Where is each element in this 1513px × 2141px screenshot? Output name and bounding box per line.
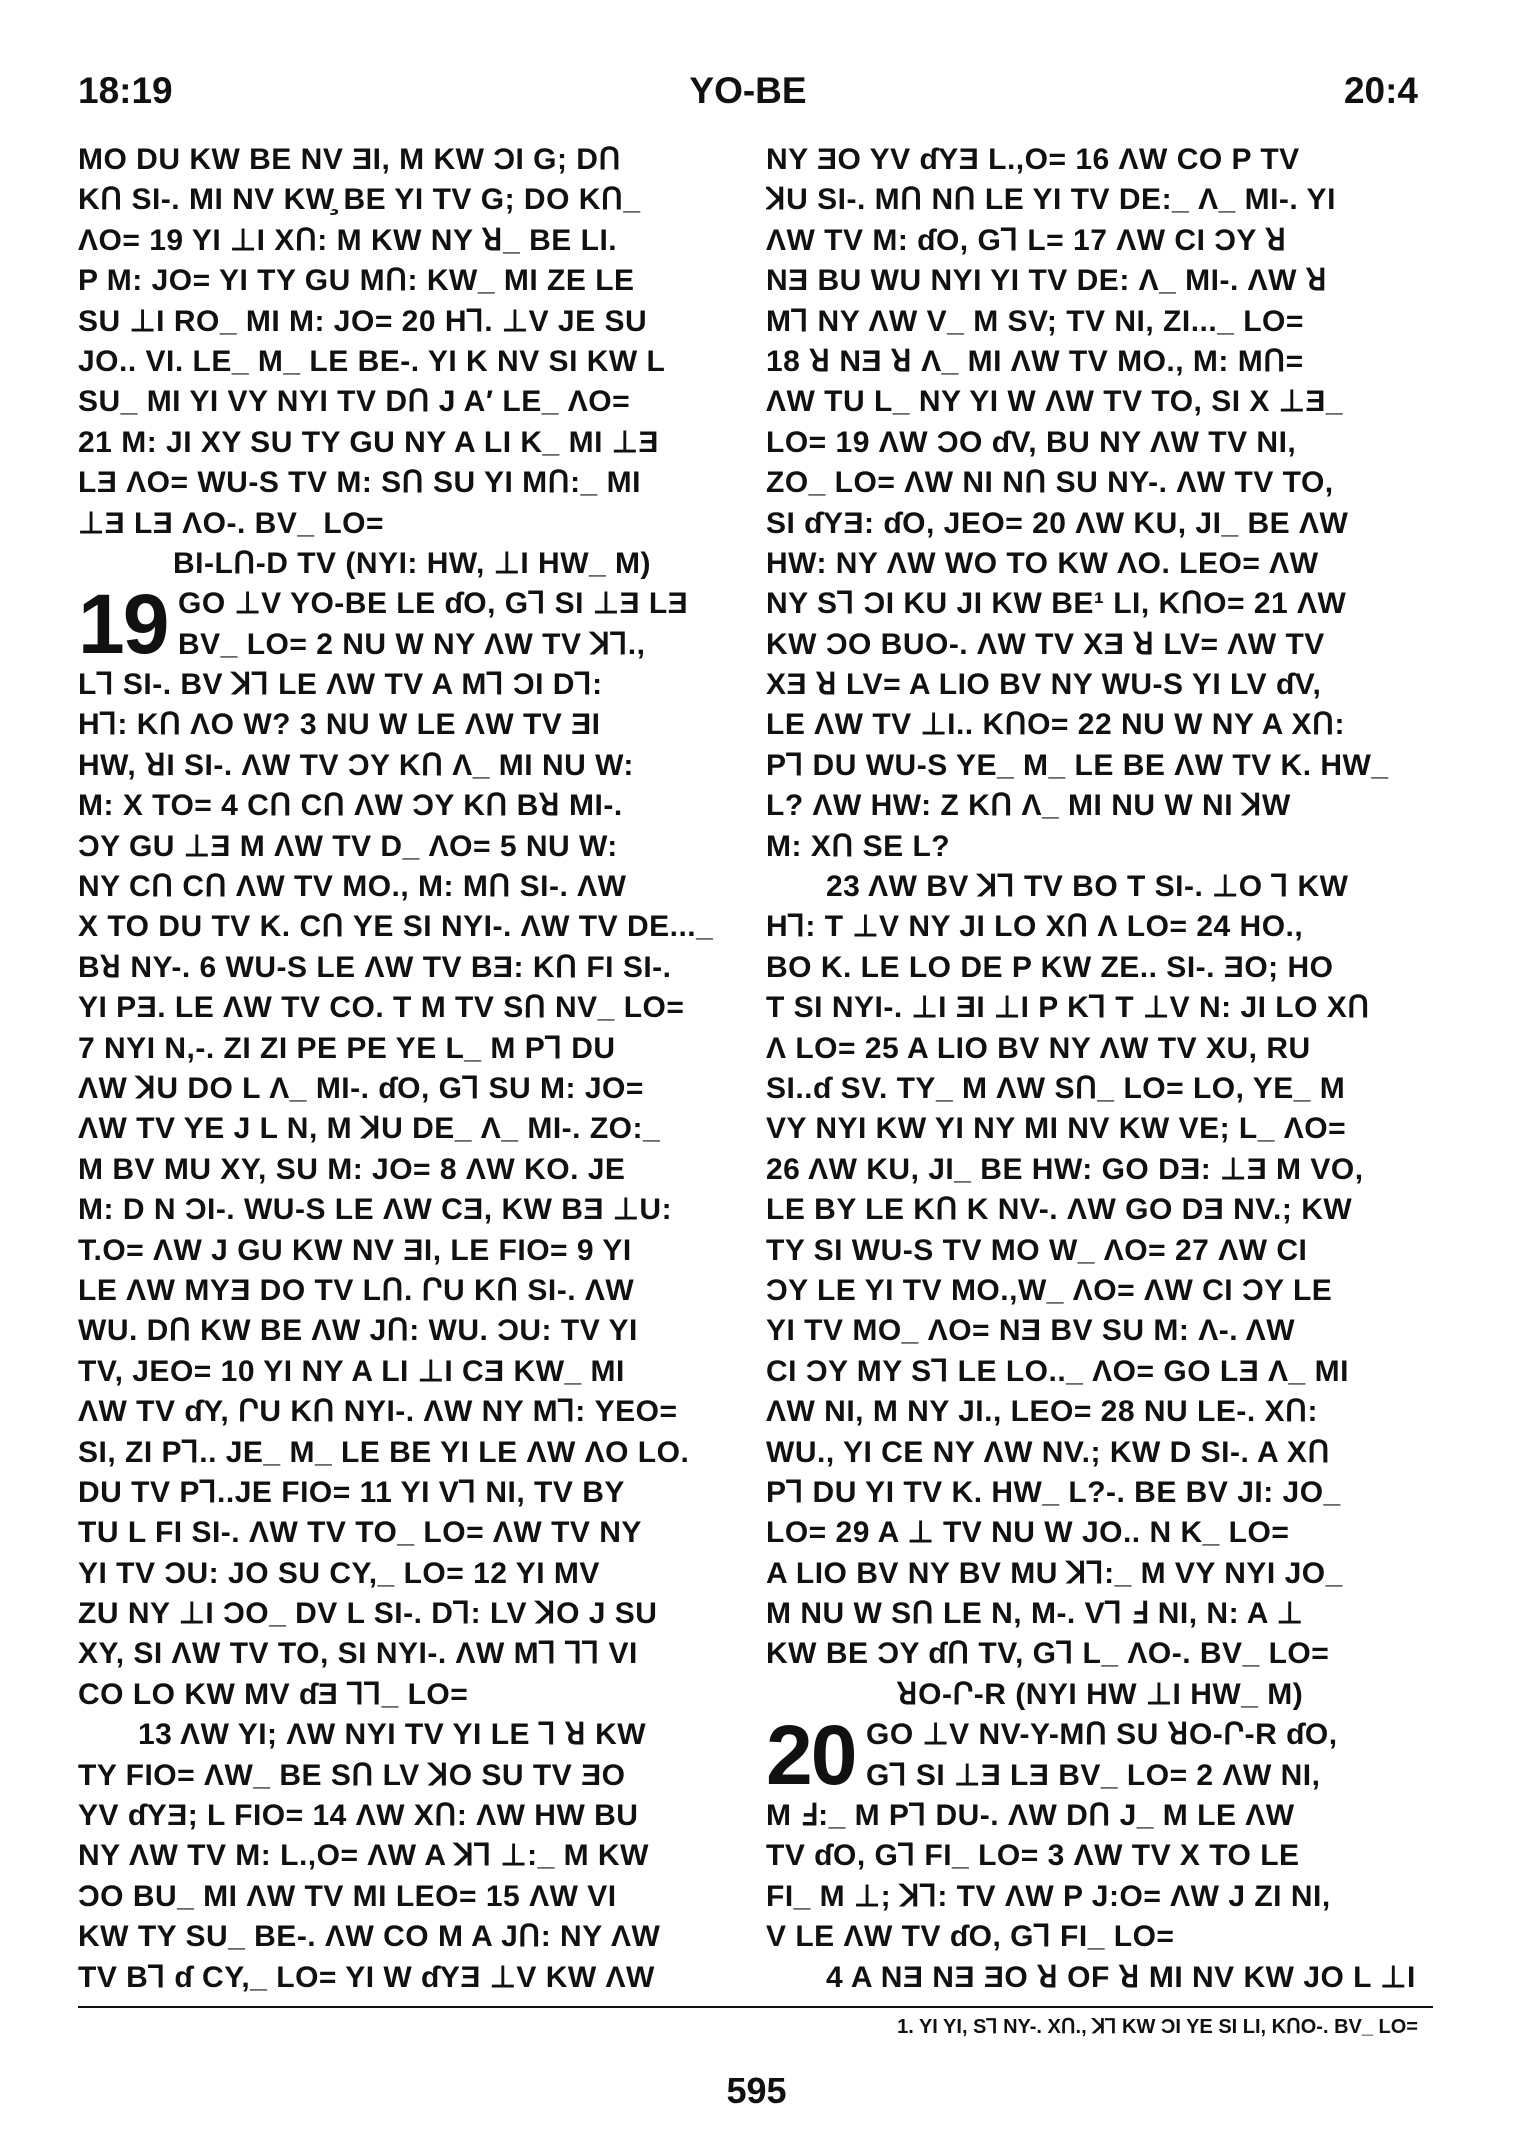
- chapter-start: [766, 1708, 1434, 1803]
- text-line: ƆY LE YI TV MO.,W_ ΛO= ΛW CI ƆY LE: [766, 1273, 1333, 1307]
- text-line: 13 ΛW YI; ΛW NYI TV YI LE ꓶ ꓤ KW: [138, 1718, 647, 1752]
- text-line: NY ƎO YV ɗYƎ L.,O= 16 ΛW CO P TV: [766, 143, 1300, 176]
- page-number: 595: [726, 2070, 787, 2111]
- text-line: XƎ ꓤ LV= A LIO BV NY WU-S YI LV ɗV,: [766, 668, 1322, 702]
- text-line: TV ɗO, Gꓶ FI_ LO= 3 ΛW TV X TO LE: [766, 1839, 1300, 1873]
- text-line: NY CՈ CՈ ΛW TV MO., M: MՈ SI-. ΛW: [78, 870, 627, 904]
- text-line: SU ⊥I RO_ MI M: JO= 20 Hꓶ. ⊥V JE SU: [78, 304, 648, 338]
- text-line: ƆO BU_ MI ΛW TV MI LEO= 15 ΛW VI: [78, 1879, 617, 1913]
- text-line: XY, SI ΛW TV TO, SI NYI-. ΛW Mꓶ Ꞁꓶ VI: [78, 1637, 638, 1671]
- text-line: ⊥Ǝ LƎ ΛO-. BV_ LO=: [78, 506, 385, 540]
- text-line: GO ⊥V YO-BE LE ɗO, Gꓶ SI ⊥Ǝ LƎ: [178, 587, 689, 621]
- text-line: Lꓶ SI-. BV ꓘꓶ LE ΛW TV A Mꓶ ƆI Dꓶ:: [78, 668, 603, 702]
- text-line: X TO DU TV K. CՈ YE SI NYI-. ΛW TV DE..._: [78, 910, 714, 944]
- text-line: BV_ LO= 2 NU W NY ΛW TV ꓘꓶ.,: [178, 627, 646, 661]
- text-line: TY SI WU-S TV MO W_ ΛO= 27 ΛW CI: [766, 1233, 1308, 1267]
- chapter-number: 20: [766, 1708, 856, 1803]
- text-line: ΛW TV YE J L N, M ꓘU DE_ Λ_ MI-. ZO:_: [78, 1112, 661, 1146]
- text-line: Hꓶ: KՈ ΛO W? 3 NU W LE ΛW TV ƎI: [78, 708, 601, 742]
- text-line: M: XՈ SE L?: [766, 829, 951, 863]
- text-line: T SI NYI-. ⊥I ƎI ⊥I P Kꓶ T ⊥V N: JI LO XՈ: [766, 991, 1370, 1025]
- chapter-heading: ꓤO-Ր-R (NYI HW ⊥I HW_ M): [896, 1677, 1304, 1711]
- text-line: LƎ ΛO= WU-S TV M: SՈ SU YI MՈ:_ MI: [78, 466, 641, 500]
- text-line: ZU NY ⊥I ƆO_ DV L SI-. Dꓶ: LV ꓘO J SU: [78, 1597, 658, 1631]
- text-line: 4 A NƎ NƎ ƎO ꓤ OF ꓤ MI NV KW JO L ⊥I: [826, 1960, 1416, 1994]
- text-line: ZO_ LO= ΛW NI NՈ SU NY-. ΛW TV TO,: [766, 466, 1334, 500]
- header-right-reference: 20:4: [1343, 70, 1418, 111]
- text-line: M BV MU XY, SU M: JO= 8 ΛW KO. JE: [78, 1152, 626, 1186]
- text-line: YI TV ƆU: JO SU CY,_ LO= 12 YI MV: [78, 1556, 600, 1590]
- text-line: ΛO= 19 YI ⊥I XՈ: M KW NY ꓤ_ BE LI.: [78, 223, 618, 257]
- text-line: YV ɗYƎ; L FIO= 14 ΛW XՈ: ΛW HW BU: [78, 1799, 639, 1833]
- text-line: P M: JO= YI TY GU MՈ: KW_ MI ZE LE: [78, 264, 635, 298]
- text-line: 21 M: JI XY SU TY GU NY A LI K_ MI ⊥Ǝ: [78, 425, 659, 459]
- text-line: HW, ꓤI SI-. ΛW TV ƆY KՈ Λ_ MI NU W:: [78, 748, 634, 782]
- text-line: TV Bꓶ ɗ CY,_ LO= YI W ɗYƎ ⊥V KW ΛW: [78, 1960, 655, 1994]
- text-line: JO.. VI. LE_ M_ LE BE-. YI K NV SI KW L: [78, 344, 666, 378]
- text-line: LE ΛW TV ⊥I.. KՈO= 22 NU W NY A XՈ:: [766, 708, 1346, 742]
- chapter-number: 19: [78, 577, 168, 672]
- chapter-start: [78, 577, 746, 672]
- text-line: Λ LO= 25 A LIO BV NY ΛW TV XU, RU: [766, 1031, 1311, 1065]
- text-line: KW BE ƆY ɗՈ TV, Gꓶ L_ ΛO-. BV_ LO=: [766, 1637, 1330, 1671]
- text-line: M NU W SՈ LE N, M-. Vꓶ Ⅎ NI, N: A ⊥: [766, 1597, 1304, 1631]
- text-line: YI PƎ. LE ΛW TV CO. T M TV SՈ NV_ LO=: [78, 991, 685, 1025]
- text-line: LE ΛW MYƎ DO TV LՈ. ՐU KՈ SI-. ΛW: [78, 1273, 635, 1307]
- text-line: Pꓶ DU YI TV K. HW_ L?-. BE BV JI: JO_: [766, 1475, 1341, 1509]
- right-column: [766, 140, 1434, 1998]
- text-line: V LE ΛW TV ɗO, Gꓶ FI_ LO=: [766, 1920, 1175, 1954]
- text-line: Hꓶ: T ⊥V NY JI LO XՈ Λ LO= 24 HO.,: [766, 910, 1304, 944]
- text-line: TY FIO= ΛW_ BE SՈ LV ꓘO SU TV ƎO: [78, 1758, 626, 1792]
- text-line: NƎ BU WU NYI YI TV DE: Λ_ MI-. ΛW ꓤ: [766, 264, 1328, 298]
- text-line: Bꓤ NY-. 6 WU-S LE ΛW TV BƎ: KՈ FI SI-.: [78, 950, 672, 984]
- text-line: FI_ M ⊥; ꓘꓶ: TV ΛW P J:O= ΛW J ZI NI,: [766, 1879, 1331, 1913]
- page-header: [78, 70, 1418, 120]
- text-line: Mꓶ NY ΛW V_ M SV; TV NI, ZI..._ LO=: [766, 304, 1304, 338]
- text-line: LO= 19 ΛW ƆO ɗV, BU NY ΛW TV NI,: [766, 425, 1297, 459]
- text-line: SI ɗYƎ: ɗO, JEO= 20 ΛW KU, JI_ BE ΛW: [766, 506, 1349, 540]
- text-line: 7 NYI N,-. ZI ZI PE PE YE L_ M Pꓶ DU: [78, 1031, 616, 1065]
- text-line: 18 ꓤ NƎ ꓤ Λ_ MI ΛW TV MO., M: MՈ=: [766, 344, 1304, 378]
- text-line: CO LO KW MV ɗƎ Ꞁꓶ_ LO=: [78, 1677, 469, 1711]
- text-line: HW: NY ΛW WO TO KW ΛO. LEO= ΛW: [766, 546, 1319, 580]
- text-line: WU. DՈ KW BE ΛW JՈ: WU. ƆU: TV YI: [78, 1314, 638, 1348]
- text-line: ΛW ꓘU DO L Λ_ MI-. ɗO, Gꓶ SU M: JO=: [78, 1072, 644, 1105]
- header-left-reference: 18:19: [78, 70, 173, 111]
- text-line: VY NYI KW YI NY MI NV KW VE; L_ ΛO=: [766, 1112, 1347, 1146]
- text-line: ΛW TU L_ NY YI W ΛW TV TO, SI X ⊥Ǝ_: [766, 385, 1344, 419]
- text-line: DU TV Pꓶ..JE FIO= 11 YI Vꓶ NI, TV BY: [78, 1475, 625, 1509]
- text-line: A LIO BV NY BV MU ꓘꓶ:_ M VY NYI JO_: [766, 1556, 1343, 1590]
- left-column: [78, 140, 746, 1998]
- text-line: LO= 29 A ⊥ TV NU W JO.. N K_ LO=: [766, 1516, 1290, 1550]
- text-line: SI..ɗ SV. TY_ M ΛW SՈ_ LO= LO, YE_ M: [766, 1071, 1346, 1105]
- text-line: GO ⊥V NV-Y-MՈ SU ꓤO-Ր-R ɗO,: [866, 1718, 1338, 1752]
- text-line: BO K. LE LO DE P KW ZE.. SI-. ƎO; HO: [766, 950, 1334, 984]
- footnote: 1. YI YI, Sꓶ NY-. XՈ., ꓘꓶ KW ƆI YE SI LI, KՈO-. BV_ LO=: [897, 2016, 1418, 2038]
- text-line: ꓘU SI-. MՈ NՈ LE YI TV DE:_ Λ_ MI-. YI: [766, 183, 1336, 217]
- text-line: NY ΛW TV M: L.,O= ΛW A ꓘꓶ ⊥:_ M KW: [78, 1839, 649, 1873]
- text-line: L? ΛW HW: Z KՈ Λ_ MI NU W NI ꓘW: [766, 789, 1291, 823]
- text-line: TU L FI SI-. ΛW TV TO_ LO= ΛW TV NY: [78, 1516, 642, 1550]
- text-line: M: D N ƆI-. WU-S LE ΛW CƎ, KW BƎ ⊥U:: [78, 1193, 673, 1227]
- text-line: NY Sꓶ ƆI KU JI KW BE¹ LI, KՈO= 21 ΛW: [766, 587, 1347, 621]
- text-line: M: X TO= 4 CՈ CՈ ΛW ƆY KՈ Bꓤ MI-.: [78, 789, 623, 823]
- chapter-heading: BI-LՈ-D TV (NYI: HW, ⊥I HW_ M): [172, 546, 652, 580]
- text-line: YI TV MO_ ΛO= NƎ BV SU M: Λ-. ΛW: [766, 1314, 1296, 1348]
- text-line: 26 ΛW KU, JI_ BE HW: GO DƎ: ⊥Ǝ M VO,: [766, 1152, 1364, 1186]
- text-line: MO DU KW BE NV ƎI, M KW ƆI G; DՈ: [78, 143, 621, 176]
- text-line: T.O= ΛW J GU KW NV ƎI, LE FIO= 9 YI: [78, 1233, 632, 1267]
- text-line: ΛW TV ɗY, ՐU KՈ NYI-. ΛW NY Mꓶ: YEO=: [78, 1395, 678, 1429]
- text-line: LE BY LE KՈ K NV-. ΛW GO DƎ NV.; KW: [766, 1193, 1353, 1227]
- footnote-divider: [78, 2006, 1433, 2008]
- header-book-title: YO-BE: [689, 70, 807, 111]
- text-line: CI ƆY MY Sꓶ LE LO.._ ΛO= GO LƎ Λ_ MI: [766, 1354, 1349, 1388]
- text-line: KW TY SU_ BE-. ΛW CO M A JՈ: NY ΛW: [78, 1920, 661, 1954]
- text-line: ΛW TV M: ɗO, Gꓶ L= 17 ΛW CI ƆY ꓤ: [766, 223, 1287, 257]
- text-line: Gꓶ SI ⊥Ǝ LƎ BV_ LO= 2 ΛW NI,: [866, 1758, 1321, 1792]
- text-line: M Ⅎ:_ M Pꓶ DU-. ΛW DՈ J_ M LE ΛW: [766, 1799, 1295, 1833]
- text-line: ΛW NI, M NY JI., LEO= 28 NU LE-. XՈ:: [766, 1395, 1318, 1429]
- text-line: ƆY GU ⊥Ǝ M ΛW TV D_ ΛO= 5 NU W:: [78, 829, 618, 863]
- text-line: SI, ZI Pꓶ.. JE_ M_ LE BE YI LE ΛW ΛO LO.: [78, 1435, 690, 1469]
- text-line: 23 ΛW BV ꓘꓶ TV BO T SI-. ⊥O ꓶ KW: [826, 870, 1349, 904]
- text-line: SU_ MI YI VY NYI TV DՈ J A′ LE_ ΛO=: [78, 385, 631, 419]
- text-line: WU., YI CE NY ΛW NV.; KW D SI-. A XՈ: [766, 1435, 1330, 1469]
- text-line: KՈ SI-. MI NV KW̧ BE YI TV G; DO KՈ_: [78, 183, 641, 217]
- text-line: KW ƆO BUO-. ΛW TV XƎ ꓤ LV= ΛW TV: [766, 627, 1325, 661]
- text-line: TV, JEO= 10 YI NY A LI ⊥I CƎ KW_ MI: [78, 1354, 625, 1388]
- text-line: Pꓶ DU WU-S YE_ M_ LE BE ΛW TV K. HW_: [766, 748, 1389, 782]
